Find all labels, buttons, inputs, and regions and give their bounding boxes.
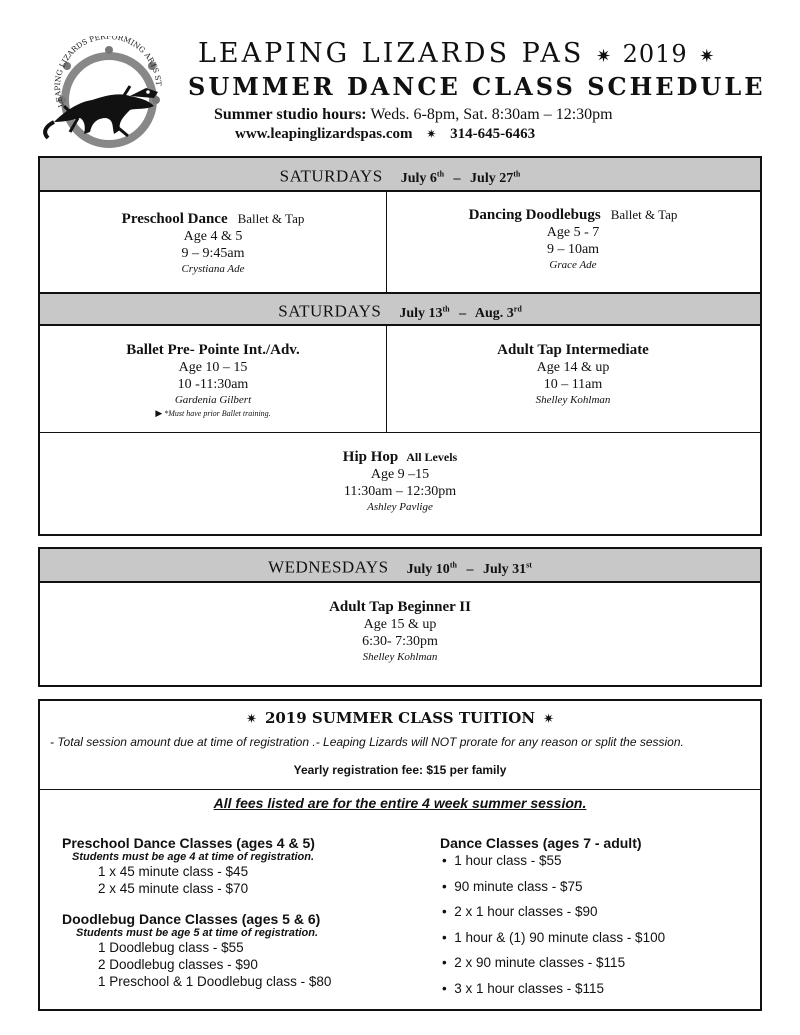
- sunburst-star-icon: ✷: [246, 712, 257, 727]
- sunburst-star-icon: ✷: [543, 712, 554, 727]
- class-age: Age 4 & 5: [183, 229, 243, 244]
- tuition-title: [40, 709, 760, 727]
- date-end-sup: rd: [513, 304, 522, 313]
- website-link[interactable]: www.leapinglizardspas.com: [235, 126, 413, 142]
- class-adult-tap-intermediate: [386, 342, 760, 408]
- date-sep: –: [453, 170, 461, 186]
- date-sep: –: [466, 561, 474, 577]
- price-item: 1 x 45 minute class - $45: [98, 864, 249, 879]
- note-text: *Must have prior Ballet training.: [164, 409, 271, 418]
- class-name: Ballet Pre- Pointe Int./Adv.: [126, 342, 300, 358]
- registration-fee: Yearly registration fee: $15 per family: [293, 763, 507, 777]
- class-age: Age 14 & up: [536, 360, 610, 375]
- hours-value: Weds. 6-8pm, Sat. 8:30am – 12:30pm: [370, 106, 613, 123]
- doodlebug-tuition-group: [62, 911, 422, 990]
- class-style: Ballet & Tap: [237, 211, 305, 226]
- class-hip-hop: [40, 448, 760, 515]
- wednesday-schedule-box: [38, 547, 762, 687]
- class-teacher: Grace Ade: [549, 259, 597, 271]
- group-title: Dance Classes (ages 7 - adult): [440, 835, 642, 851]
- studio-name: LEAPING LIZARDS PAS: [198, 38, 585, 69]
- class-ballet-pre-pointe: [40, 342, 386, 419]
- price-text: 90 minute class - $75: [454, 878, 583, 894]
- class-prereq-note: [40, 408, 386, 419]
- page-title: [198, 38, 758, 69]
- tuition-notes: - Total session amount due at time of registration .- Leaping Lizards will NOT prorate for any reason or split the session.: [50, 735, 684, 749]
- class-style: Ballet & Tap: [610, 207, 678, 222]
- sunburst-star-icon: ✷: [426, 127, 437, 141]
- preschool-tuition-group: [62, 835, 422, 897]
- dance-tuition-group: [440, 835, 750, 1006]
- band-day: SATURDAYS: [279, 166, 383, 186]
- price-item: • 1 hour class - $55: [442, 853, 562, 868]
- date-end-sup: st: [526, 560, 532, 569]
- class-teacher: Ashley Pavlige: [367, 501, 433, 513]
- date-end: July 31: [482, 561, 527, 577]
- band-dates: [407, 562, 532, 577]
- date-start-sup: th: [436, 169, 445, 178]
- class-time: 6:30- 7:30pm: [362, 634, 438, 649]
- price-text: 1 hour class - $55: [454, 853, 562, 868]
- contact-line: [235, 126, 535, 143]
- tuition-divider: [40, 789, 760, 790]
- class-teacher: Gardenia Gilbert: [174, 394, 252, 406]
- group-note: Students must be age 4 at time of registration.: [72, 851, 315, 863]
- date-start-sup: th: [449, 560, 457, 569]
- class-style: All Levels: [406, 450, 458, 464]
- logo-arc-text: LEAPING LIZARDS PERFORMING ARTS ST: [52, 36, 164, 109]
- band-day: SATURDAYS: [278, 301, 382, 321]
- date-start: July 6: [400, 170, 437, 186]
- band-day: WEDNESDAYS: [268, 557, 389, 577]
- sunburst-star-icon: ✷: [699, 46, 715, 67]
- saturday-schedule-box: [38, 156, 762, 536]
- date-end-sup: th: [513, 169, 521, 178]
- saturday-band-1: [40, 158, 760, 192]
- class-age: Age 15 & up: [363, 617, 437, 632]
- date-start: July 10: [406, 561, 450, 577]
- price-item: • 3 x 1 hour classes - $115: [442, 980, 605, 996]
- class-name: Dancing Doodlebugs: [468, 207, 601, 223]
- studio-hours: [214, 106, 613, 124]
- price-text: 1 hour & (1) 90 minute class - $100: [454, 929, 666, 945]
- hours-label: Summer studio hours:: [214, 106, 367, 123]
- price-item: 1 Doodlebug class - $55: [98, 940, 244, 955]
- class-time: 11:30am – 12:30pm: [343, 484, 457, 499]
- price-text: 3 x 1 hour classes - $115: [454, 980, 605, 996]
- price-item: 1 Preschool & 1 Doodlebug class - $80: [98, 974, 332, 989]
- class-time: 9 – 10am: [546, 242, 600, 257]
- tuition-title-text: 2019 SUMMER CLASS TUITION: [264, 709, 536, 727]
- date-end: July 27: [470, 170, 514, 186]
- class-name: Hip Hop: [342, 449, 399, 465]
- class-time: 9 – 9:45am: [181, 246, 245, 261]
- class-name: Preschool Dance: [121, 211, 228, 227]
- price-item: • 2 x 90 minute classes - $115: [442, 955, 626, 970]
- group-title: Preschool Dance Classes (ages 4 & 5): [62, 835, 315, 851]
- price-item: • 1 hour & (1) 90 minute class - $100: [442, 929, 666, 945]
- band-dates: [399, 306, 521, 321]
- date-start: July 13: [399, 305, 443, 321]
- saturday-band-2: [40, 292, 760, 326]
- date-end: Aug. 3: [474, 305, 514, 321]
- class-adult-tap-beginner: [40, 599, 760, 665]
- class-age: Age 5 - 7: [546, 225, 600, 240]
- price-item: • 2 x 1 hour classes - $90: [442, 904, 598, 919]
- group-note: Students must be age 5 at time of registration.: [76, 927, 319, 939]
- sunburst-star-icon: ✷: [595, 46, 612, 67]
- class-dancing-doodlebugs: [386, 206, 760, 273]
- price-text: 2 x 1 hour classes - $90: [454, 904, 598, 919]
- class-name: Adult Tap Beginner II: [329, 599, 471, 615]
- phone-number: 314-645-6463: [450, 126, 536, 142]
- class-time: 10 -11:30am: [177, 377, 249, 392]
- wednesday-band: [40, 549, 760, 583]
- class-age: Age 9 –15: [370, 467, 430, 482]
- class-teacher: Shelley Kohlman: [362, 651, 438, 663]
- lizard-logo-icon: [34, 36, 184, 154]
- group-title: Doodlebug Dance Classes (ages 5 & 6): [62, 911, 321, 927]
- row-divider: [40, 432, 760, 433]
- date-start-sup: th: [442, 304, 450, 313]
- page-subtitle: SUMMER DANCE CLASS SCHEDULE: [188, 72, 766, 101]
- title-year: 2019: [622, 40, 688, 68]
- price-item: 2 x 45 minute class - $70: [98, 881, 249, 896]
- class-preschool-dance: [40, 210, 386, 277]
- class-teacher: Crystiana Ade: [181, 263, 245, 275]
- date-sep: –: [459, 305, 467, 321]
- fees-note: All fees listed are for the entire 4 week summer session.: [213, 795, 587, 811]
- band-dates: [401, 171, 521, 186]
- triangle-right-icon: ▶: [155, 408, 163, 418]
- class-age: Age 10 – 15: [178, 360, 248, 375]
- class-teacher: Shelley Kohlman: [535, 394, 611, 406]
- price-item: 2 Doodlebug classes - $90: [98, 957, 258, 972]
- class-name: Adult Tap Intermediate: [497, 342, 649, 358]
- tuition-box: [38, 699, 762, 1011]
- price-text: 2 x 90 minute classes - $115: [454, 955, 626, 970]
- class-time: 10 – 11am: [543, 377, 603, 392]
- price-item: • 90 minute class - $75: [442, 878, 583, 894]
